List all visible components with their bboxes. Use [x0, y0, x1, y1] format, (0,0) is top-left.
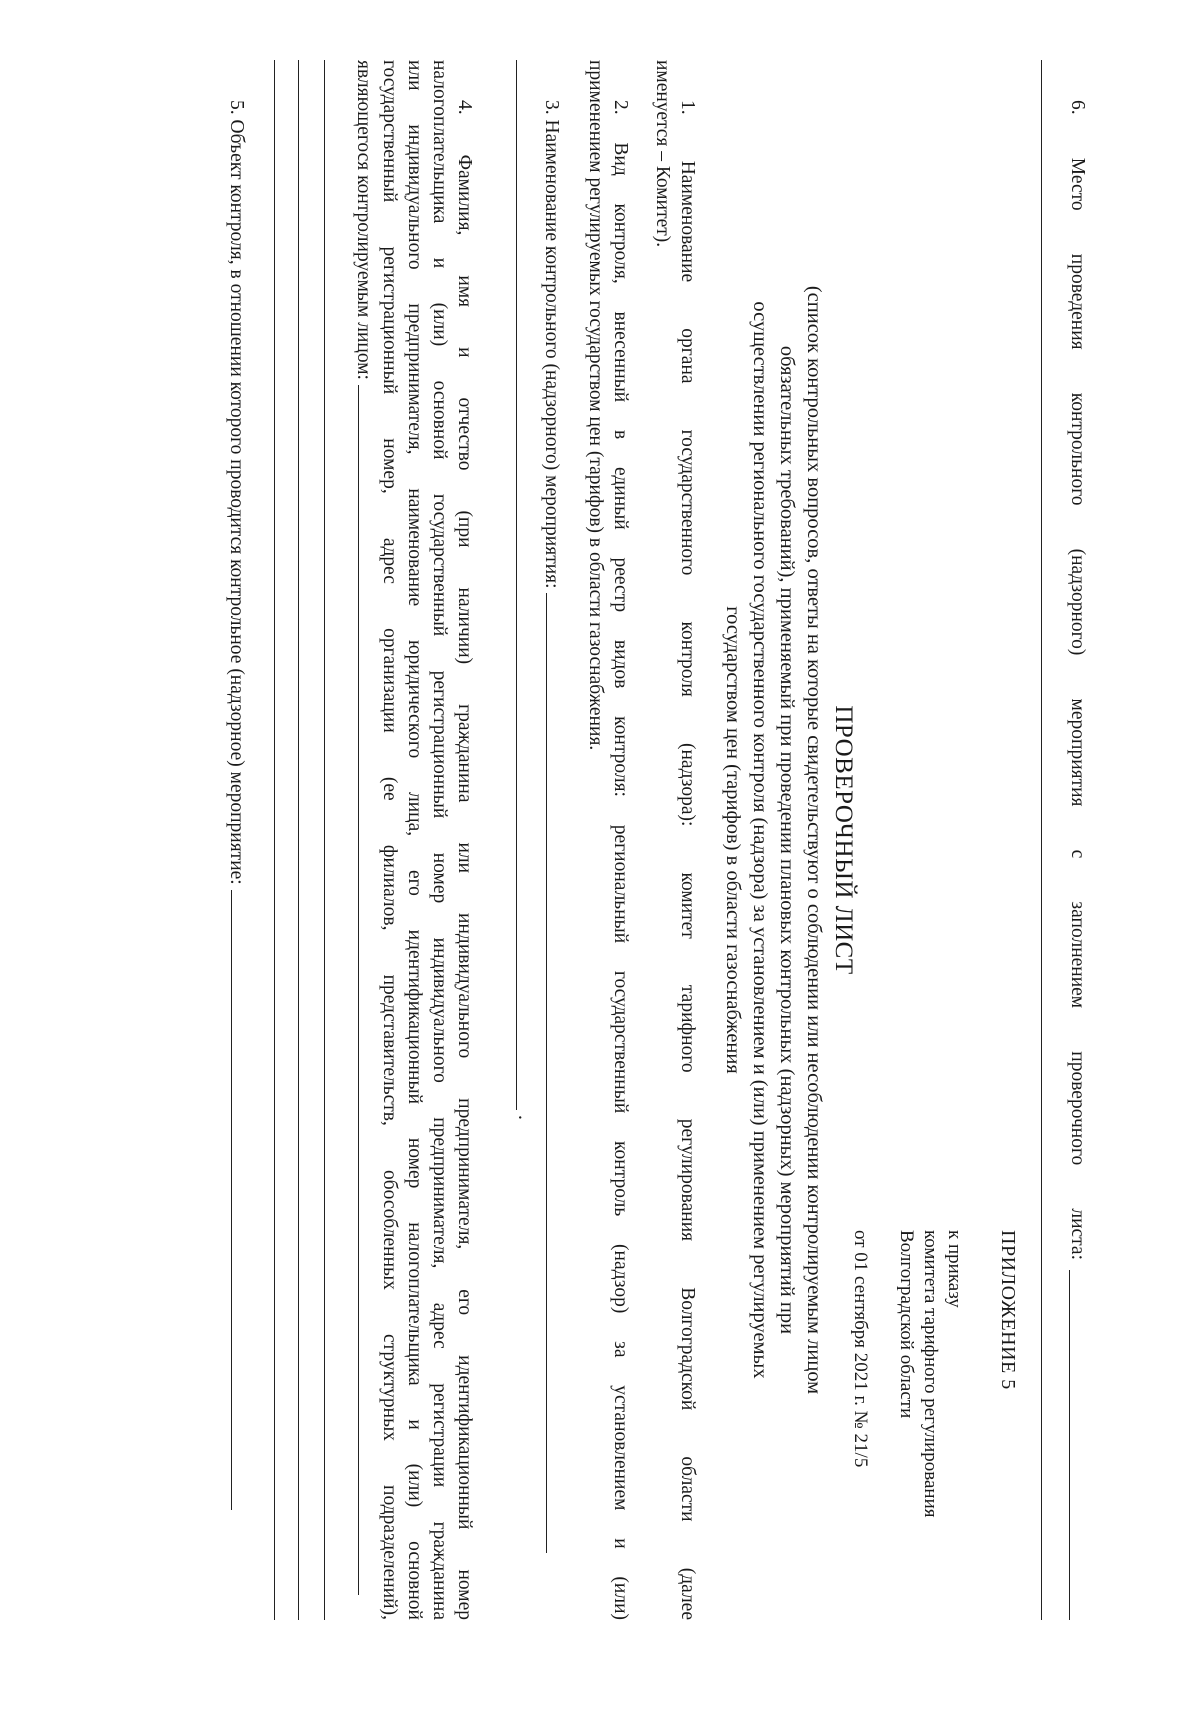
- rotated-page-tail: [970, 60, 1090, 1620]
- item-4-fill-line-3[interactable]: [298, 60, 299, 1620]
- document-page: [185, 60, 1065, 1620]
- item-6-label: 6. Место проведения контрольного (надзорного) мероприятия с заполнением проверочного листа:: [1067, 100, 1088, 1260]
- item-3: [539, 60, 565, 1620]
- item-5: [224, 60, 250, 1620]
- appendix-line-1: к приказу: [944, 1230, 965, 1308]
- item-4-line-5: [351, 60, 377, 1620]
- item-6-fill-line-2[interactable]: [1041, 60, 1042, 1620]
- item-4-line-2: налогоплательщика и (или) основной государственный регистрационный номер индивидуального предпринимателя, адрес регистрации гражданина: [429, 60, 450, 1620]
- rotated-page: [185, 60, 1065, 1620]
- item-2: [583, 60, 633, 1620]
- item-4-line-4: государственный регистрационный номер, адрес организации (ее филиалов, представительств, обособленных структурных подразделений),: [379, 60, 400, 1620]
- subtitle-line-1: (список контрольных вопросов, ответы на которые свидетельствуют о соблюдении или несоблюдении контролируемым лицом: [803, 285, 825, 1395]
- subtitle-line-3: осуществлении регионального государственного контроля (надзора) за установлением и (или) применением регулируемых: [749, 301, 771, 1379]
- item-1-line-2: именуется – Комитет).: [652, 60, 673, 248]
- item-4: [351, 60, 477, 1620]
- item-5-fill-line[interactable]: [231, 890, 250, 1510]
- appendix-line-2: комитета тарифного регулирования: [920, 1230, 941, 1518]
- item-4-fill-line-2[interactable]: [324, 60, 325, 1620]
- item-3-period: .: [514, 1115, 535, 1120]
- item-2-line-2: применением регулируемых государством цен (тарифов) в области газоснабжения.: [585, 60, 606, 751]
- item-5-line: [224, 60, 250, 1620]
- item-6-fill-line-1[interactable]: [1069, 1270, 1070, 1620]
- appendix-line-3: Волгоградской области: [896, 1230, 917, 1419]
- item-3-line: [539, 60, 565, 1620]
- item-4-label: являющегося контролируемым лицом:: [353, 60, 374, 380]
- item-4-fill-line-1[interactable]: [358, 385, 377, 1595]
- document-title: ПРОВЕРОЧНЫЙ ЛИСТ: [830, 705, 857, 975]
- subtitle-line-4: государством цен (тарифов) в области газоснабжения: [722, 606, 744, 1074]
- item-6-line: [1065, 60, 1090, 1260]
- item-4-fill-line-4[interactable]: [274, 60, 275, 1620]
- item-4-line-3: или индивидуального предпринимателя, наименование юридического лица, его идентификационный номер налогоплательщика и (или) основной: [404, 60, 425, 1620]
- appendix-title: ПРИЛОЖЕНИЕ 5: [997, 1230, 1019, 1390]
- item-1-line-1: 1. Наименование органа государственного контроля (надзора): комитет тарифного регулирования Волгоградской области (далее: [677, 100, 698, 1620]
- item-1: [650, 60, 700, 1620]
- subtitle-line-2: обязательных требований), применяемый при проведении плановых контрольных (надзорных) мероприятий при: [776, 345, 798, 1335]
- item-5-label: 5. Объект контроля, в отношении которого проводится контрольное (надзорное) мероприятие:: [226, 100, 247, 885]
- item-3-label: 3. Наименование контрольного (надзорного) мероприятия:: [541, 100, 562, 589]
- item-3-fill-line-2[interactable]: [516, 60, 517, 1110]
- appendix-date: от 01 сентября 2021 г. № 21/5: [850, 1230, 871, 1468]
- item-2-line-1: 2. Вид контроля, внесенный в единый реестр видов контроля: региональный государственный контроль (надзор) за установлением и (или): [610, 100, 631, 1620]
- item-4-line-1: 4. Фамилия, имя и отчество (при наличии) гражданина или индивидуального предпринимателя, его идентификационный номер: [454, 100, 475, 1620]
- item-3-fill-line[interactable]: [546, 593, 565, 1553]
- document-subtitle: [719, 60, 827, 1620]
